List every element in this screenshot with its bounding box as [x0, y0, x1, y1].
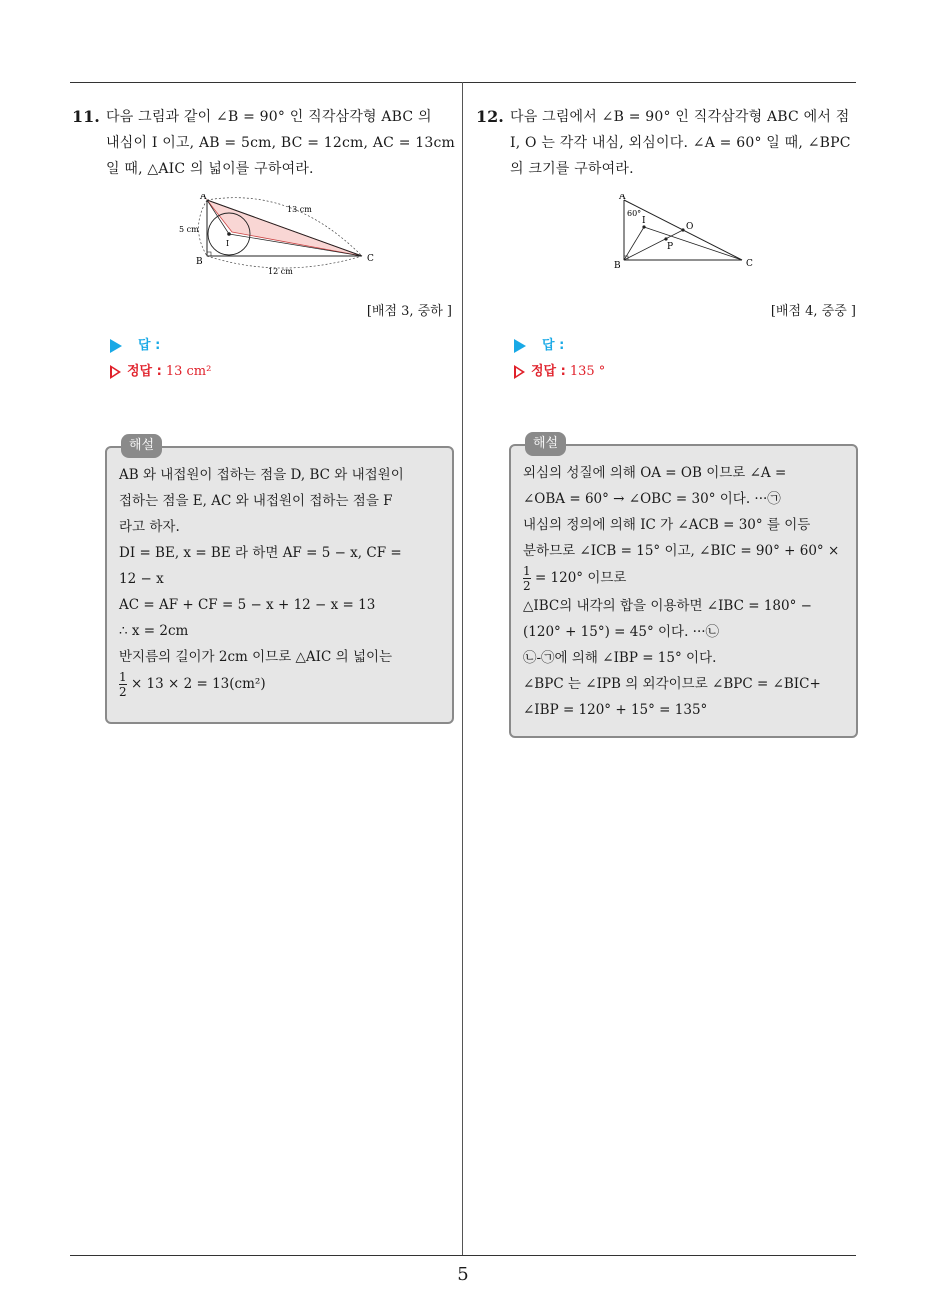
play-icon: [514, 339, 526, 353]
solution-line: (120° + 15°) = 45° 이다. ···㉡: [523, 624, 720, 640]
points-difficulty: [배점 3, 중하 ]: [366, 304, 452, 319]
question-text-line: 일 때, △AIC 의 넓이를 구하여라.: [106, 161, 314, 177]
solution-box-11: [105, 438, 454, 724]
bottom-rule: [70, 1255, 856, 1256]
label-C: C: [367, 254, 374, 264]
solution-line: DI = BE, x = BE 라 하면 AF = 5 − x, CF =: [119, 545, 402, 561]
points-difficulty: [배점 4, 중중 ]: [770, 304, 856, 319]
solution-line: AC = AF + CF = 5 − x + 12 − x = 13: [119, 597, 376, 613]
correct-answer-row: [110, 359, 456, 385]
question-number: 11.: [72, 107, 100, 126]
fraction: $\frac{1}{2}$: [119, 670, 127, 699]
solution-tab: 해설: [121, 434, 162, 458]
solution-box-12: [509, 436, 858, 738]
play-icon: [110, 339, 122, 353]
solution-line: 12 − x: [119, 571, 164, 587]
question-12-prompt: [476, 104, 860, 182]
solution-line: △IBC의 내각의 합을 이용하면 ∠IBC = 180° −: [523, 598, 812, 614]
answer-input-row[interactable]: [514, 333, 860, 359]
solution-line: ∠IBP = 120° + 15° = 135°: [523, 702, 708, 718]
answer-input-row[interactable]: [110, 333, 456, 359]
incenter-circumcenter-diagram: [476, 194, 860, 284]
solution-line: ∠BPC 는 ∠IPB 의 외각이므로 ∠BPC = ∠BIC+: [523, 676, 821, 692]
column-divider: [462, 82, 463, 1255]
solution-line: 분하므로 ∠ICB = 15° 이고, ∠BIC = 90° + 60° ×: [523, 543, 840, 559]
solution-line: 내심의 정의에 의해 IC 가 ∠ACB = 30° 를 이등: [523, 517, 811, 533]
question-text-line: 내심이 I 이고, AB = 5cm, BC = 12cm, AC = 13cm: [106, 135, 456, 151]
incircle-diagram: [72, 194, 456, 284]
label-C: C: [746, 259, 753, 269]
outline-triangle-icon: [514, 365, 525, 379]
solution-line: 외심의 성질에 의해 OA = OB 이므로 ∠A =: [523, 465, 787, 481]
fraction: $\frac{1}{2}$: [523, 564, 531, 593]
label-O: O: [686, 222, 694, 232]
question-text-line: I, O 는 각각 내심, 외심이다. ∠A = 60° 일 때, ∠BPC: [510, 135, 851, 151]
solution-line: ∠OBA = 60° → ∠OBC = 30° 이다. ···㉠: [523, 491, 781, 507]
solution-line: ∴ x = 2cm: [119, 623, 189, 639]
label-B: B: [196, 257, 203, 267]
solution-tab: 해설: [525, 432, 566, 456]
page-number: 5: [457, 1264, 469, 1285]
top-rule: [70, 82, 856, 83]
label-ac-length: 13 cm: [287, 205, 312, 214]
label-A: A: [200, 194, 207, 202]
solution-line: 라고 하자.: [119, 519, 180, 535]
question-11: [72, 104, 456, 385]
triangle-figure-12: [476, 194, 860, 274]
label-ab-length: 5 cm: [179, 225, 199, 234]
solution-line-fraction: $\frac{1}{2}$ = 120° 이므로: [523, 564, 627, 593]
correct-answer-row: [514, 359, 860, 385]
label-bc-length: 12 cm: [268, 267, 293, 276]
question-12: [476, 104, 860, 385]
label-angle: 60°: [627, 209, 642, 218]
label-I: I: [642, 216, 646, 226]
label-P: P: [667, 242, 674, 252]
answer-label: 답 :: [542, 338, 565, 353]
question-number: 12.: [476, 107, 504, 126]
outline-triangle-icon: [110, 365, 121, 379]
question-11-prompt: [72, 104, 456, 182]
solution-line: 접하는 점을 E, AC 와 내접원이 접하는 점을 F: [119, 493, 393, 509]
solution-line-fraction: $\frac{1}{2}$ × 13 × 2 = 13(cm²): [119, 670, 266, 699]
solution-line: 반지름의 길이가 2cm 이므로 △AIC 의 넓이는: [119, 649, 393, 665]
solution-line: ㉡-㉠에 의해 ∠IBP = 15° 이다.: [523, 650, 717, 666]
correct-value: 135 °: [569, 364, 606, 379]
correct-label: 정답 :: [531, 364, 566, 379]
question-text-line: 다음 그림에서 ∠B = 90° 인 직각삼각형 ABC 에서 점: [510, 109, 850, 125]
label-B: B: [614, 261, 621, 271]
answer-label: 답 :: [138, 338, 161, 353]
question-text-line: 의 크기를 구하여라.: [510, 161, 634, 177]
solution-line: AB 와 내접원이 접하는 점을 D, BC 와 내접원이: [119, 467, 404, 483]
label-A: A: [619, 194, 626, 202]
correct-label: 정답 :: [127, 364, 162, 379]
question-text-line: 다음 그림과 같이 ∠B = 90° 인 직각삼각형 ABC 의: [106, 109, 432, 125]
triangle-figure-11: [72, 194, 456, 274]
label-I: I: [226, 239, 230, 248]
correct-value: 13 cm²: [165, 364, 212, 379]
